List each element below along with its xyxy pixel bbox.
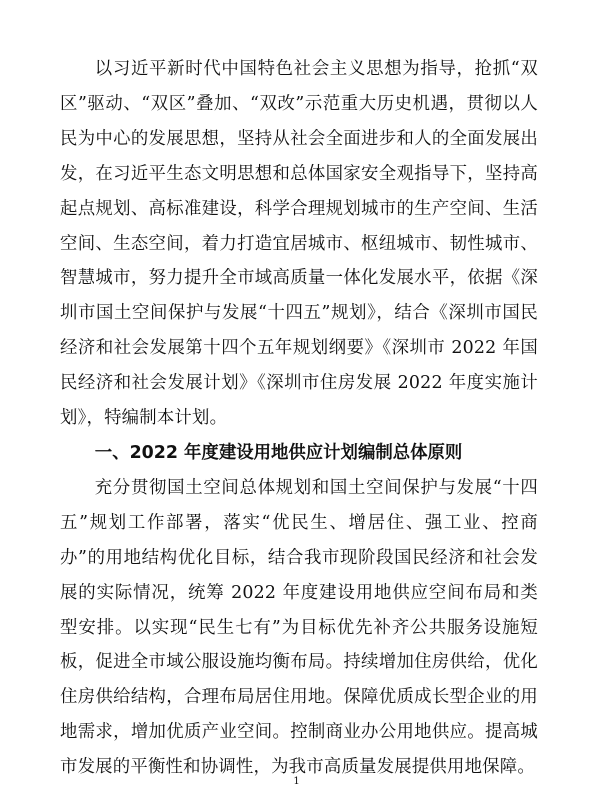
section-heading: 一、2022 年度建设用地供应计划编制总体原则 [94, 442, 463, 463]
document-body [60, 52, 538, 785]
page-number: 1 [293, 776, 300, 787]
principles-paragraph: 充分贯彻国土空间总体规划和国土空间保护与发展“十四五”规划工作部署，落实“优民生、增居住、强工业、控商办”的用地结构优化目标，结合我市现阶段国民经济和社会发展的实际情况，统筹 2022 年度建设用地供应空间布局和类型安排。以实现“民生七有”为目标优先补齐公共服务设施短板，促进全市域公服设施均衡布局。持续增加住房供给，优化住房供给结构，合理布局居住用地。保障优质成长型企业的用地需求，增加优质产业空间。控制商业办公用地供应。提高城市发展的平衡性和协调性，为我市高质量发展提供用地保障。 [60, 477, 538, 778]
intro-paragraph: 以习近平新时代中国特色社会主义思想为指导，抢抓“双区”驱动、“双区”叠加、“双改”示范重大历史机遇，贯彻以人民为中心的发展思想，坚持从社会全面进步和人的全面发展出发，在习近平生态文明思想和总体国家安全观指导下，坚持高起点规划、高标准建设，科学合理规划城市的生产空间、生活空间、生态空间，着力打造宜居城市、枢纽城市、韧性城市、智慧城市，努力提升全市域高质量一体化发展水平，依据《深圳市国土空间保护与发展“十四五”规划》，结合《深圳市国民经济和社会发展第十四个五年规划纲要》《深圳市 2022 年国民经济和社会发展计划》《深圳市住房发展 2022 年度实施计划》，特编制本计划。 [60, 59, 538, 429]
